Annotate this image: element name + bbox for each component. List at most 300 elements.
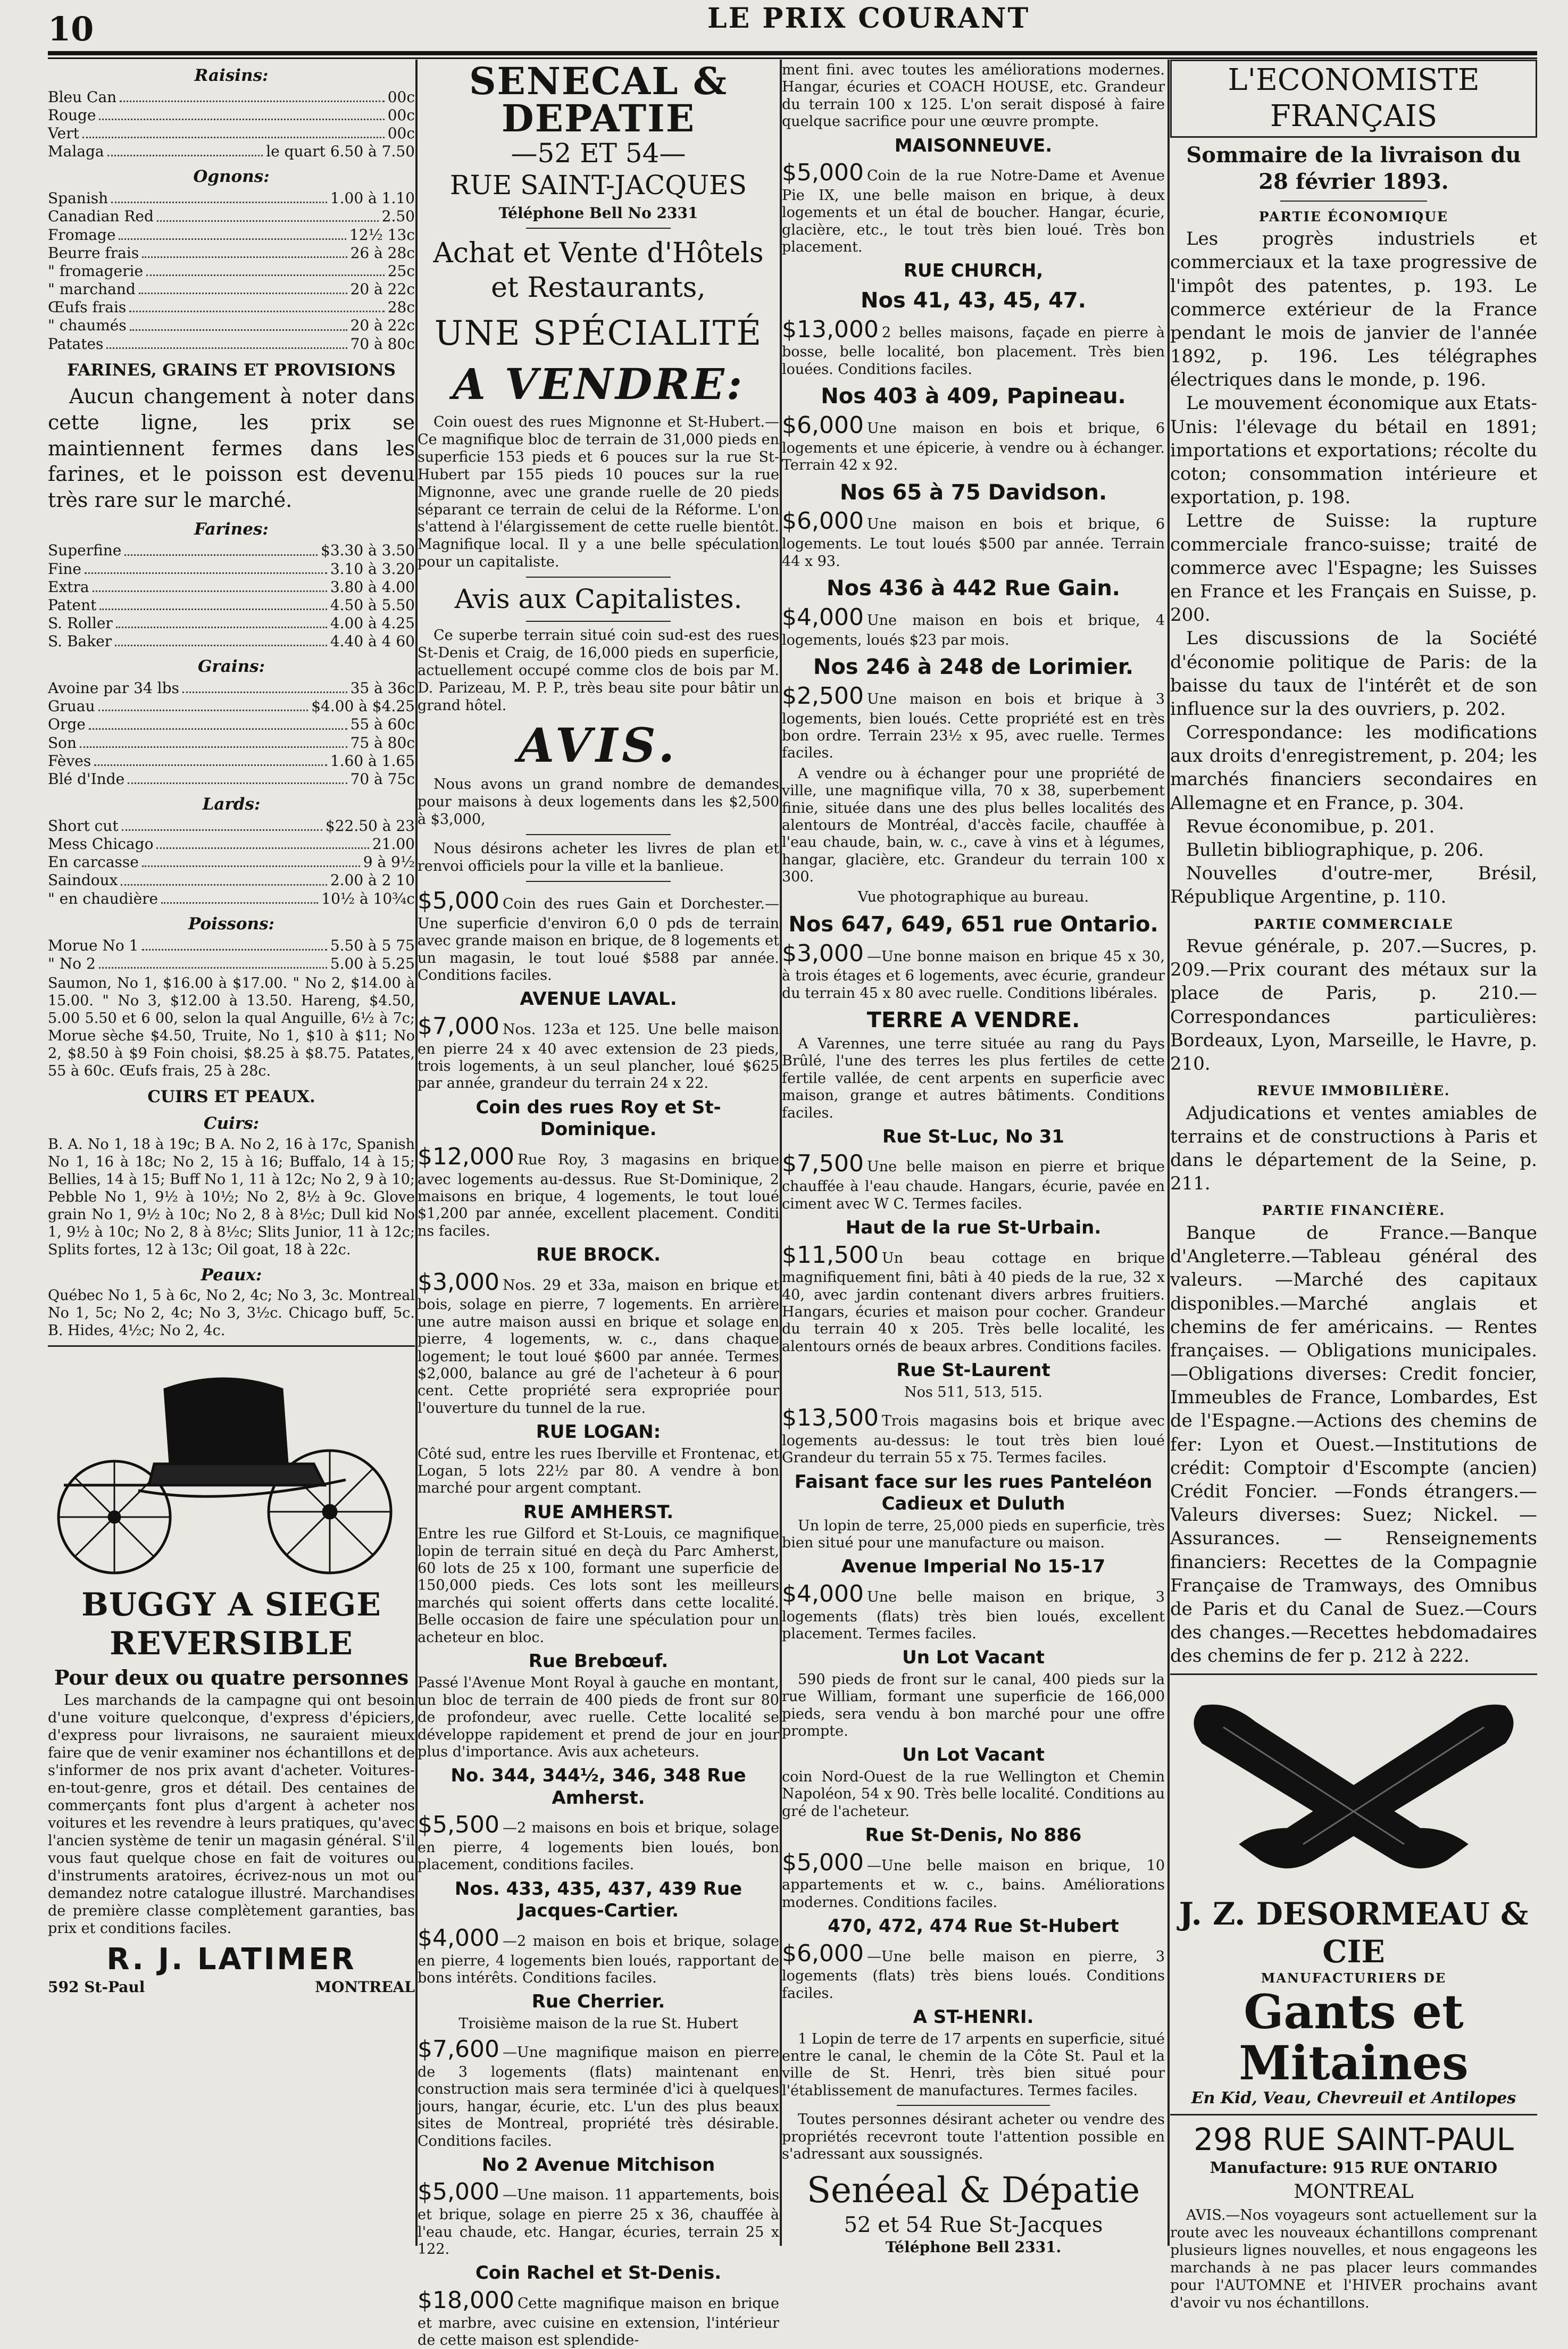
ad-heading: Faisant face sur les rues Panteléon Cadieux et Duluth xyxy=(794,1471,1153,1515)
peaux-paragraph: Québec No 1, 5 à 6c, No 2, 4c; No 3, 3c. Montreal No 1, 5c; No 2, 4c; No 3, 3½c. Chicago buff, 5c. B. Hides, 4½c; No 2, 4c. xyxy=(48,1287,415,1339)
subheading-raisins: Raisins: xyxy=(194,66,269,85)
item-name: " en chaudière xyxy=(48,889,159,907)
item-name: Avoine par 34 lbs xyxy=(48,679,179,697)
leader-dots xyxy=(80,734,347,748)
ad-text: —Une bonne maison en brique 45 x 30, à trois étages et 6 logements, avec écurie, grandeur du terrain 45 x 80 avec ruelle. Conditions libérales. xyxy=(782,948,1165,1002)
desormeau-address: 298 RUE SAINT-PAUL xyxy=(1194,2121,1514,2158)
price-row xyxy=(48,226,415,244)
item-name: " fromagerie xyxy=(48,262,144,280)
leader-dots xyxy=(85,560,327,574)
leader-dots xyxy=(182,679,347,693)
property-ad xyxy=(418,1811,779,1874)
property-ad xyxy=(418,1143,779,1240)
ad-price: $4,000 xyxy=(782,1580,864,1607)
buggy-illustration xyxy=(48,1357,415,1581)
cuirs-paragraph: B. A. No 1, 18 à 19c; B A. No 2, 16 à 17c, Spanish No 1, 16 à 18c; No 2, 15 à 16; Buffalo, 14 à 15; Bellies, 14 à 15; Buff No 1, 11 à 12c; No 2, 9 à 10; Pebble No 1, 9½ à 10½; No 2, 8½ à 9c. Glove grain No 1, 9½ à 10c; No 2, 8 à 8½c; Dull kid No 1, 9½ à 10c; No 2, 8 à 8½c; Slits Junior, 11 à 12c; Splits fortes, 12 à 13c; Oil goat, 18 à 22c. xyxy=(48,1136,415,1258)
item-name: " chaumés xyxy=(48,316,127,335)
column-senecal-ads xyxy=(418,59,779,2349)
price-row xyxy=(48,596,415,614)
ad-text: Une maison en bois et brique, 4 logements, loués $23 par mois. xyxy=(782,612,1165,648)
materials-line: En Kid, Veau, Chevreuil et Antilopes xyxy=(1191,2089,1516,2108)
gloves-illustration xyxy=(1170,1685,1537,1887)
item-name: Fromage xyxy=(48,226,116,244)
price-list-grains xyxy=(48,679,415,788)
ad-text: —Une maison. 11 appartements, bois et brique, solage en pierre 25 x 36, chauffée à l'eau chaude, etc. Hangar, écuries, terrain 25 x 122. xyxy=(418,2187,779,2258)
item-price: 5.00 à 5.25 xyxy=(330,954,415,972)
item-price: 75 à 80c xyxy=(350,734,415,752)
property-ad xyxy=(782,159,1165,256)
ad-heading: RUE BROCK. xyxy=(536,1244,661,1266)
ad-heading: Rue St-Denis, No 886 xyxy=(865,1825,1082,1846)
leader-dots xyxy=(146,262,385,276)
property-ad xyxy=(418,2178,779,2258)
manufacturiers-label: MANUFACTURIERS DE xyxy=(1261,1970,1447,1986)
ad-heading: Nos 246 à 248 de Lorimier. xyxy=(813,654,1134,679)
ad-text: 590 pieds de front sur le canal, 400 pieds sur la rue William, formant une superficie de 166,000 pieds, sera vendu à bon marché pour une offre prompte. xyxy=(782,1671,1165,1740)
ad-text: —Une magnifique maison en pierre de 3 logements (flats) maintenant en construction mais sera terminée d'ici à quelques jours, hangar, écurie, etc. L'un des plus beaux sites de Montreal, propriété très désirable. Conditions faciles. xyxy=(418,2044,779,2150)
price-row xyxy=(48,244,415,262)
ad-text: —2 maison en bois et brique, solage en pierre, 4 logements bien loués, rapportant de bons intérêts. Conditions faciles. xyxy=(418,1932,779,1986)
ad-paragraph: Nous avons un grand nombre de demandes pour maisons à deux logements dans les $2,500 à $3,000, xyxy=(418,776,779,828)
gants-mitaines-heading: Gants et Mitaines xyxy=(1239,1984,1469,2091)
price-list-farines xyxy=(48,542,415,651)
leader-dots xyxy=(82,124,385,138)
ad-text: Troisième maison de la rue St. Hubert xyxy=(458,2015,738,2032)
ad-price: $3,000 xyxy=(418,1268,499,1296)
ad-text: Entre les rue Gilford et St-Louis, ce magnifique lopin de terrain situé en deçà du Parc Amherst, 60 lots de 25 x 100, formant une superficie de 150,000 pieds. Ces lots sont les meilleurs marchés qui soient offerts dans cette localité. Belle occasion de faire une spéculation pour un acheteur en bloc. xyxy=(418,1526,779,1646)
item-name: Extra xyxy=(48,578,89,596)
price-row xyxy=(48,542,415,560)
item-price: $4.00 à $4.25 xyxy=(311,697,415,715)
price-list-lards xyxy=(48,817,415,908)
farines-paragraph: Aucun changement à noter dans cette ligne, les prix se maintiennent fermes dans les farines, et le poisson est devenu très rare sur le marché. xyxy=(48,385,415,512)
leader-dots xyxy=(107,143,263,156)
desormeau-name: J. Z. DESORMEAU & CIE xyxy=(1179,1895,1529,1970)
leader-dots xyxy=(157,207,379,221)
item-price: 20 à 22c xyxy=(350,280,415,298)
ad-heading: Nos. 433, 435, 437, 439 Rue Jacques-Cartier. xyxy=(454,1878,743,1922)
ad-text: Cette magnifique maison en brique et marbre, avec cuisine en extension, l'intérieur de cette maison est splendide- xyxy=(418,2295,779,2349)
subheading-cuirs: Cuirs: xyxy=(203,1114,260,1134)
price-row xyxy=(48,955,415,973)
summary-item: Revue économibue, p. 201. xyxy=(1186,815,1435,837)
price-list-poissons xyxy=(48,937,415,973)
ad-heading: AVENUE LAVAL. xyxy=(520,988,677,1010)
ad-heading: Rue Brebœuf. xyxy=(528,1650,669,1672)
item-name: Malaga xyxy=(48,143,104,161)
buggy-title: BUGGY A SIEGE REVERSIBLE xyxy=(81,1586,381,1662)
ad-heading: A ST-HENRI. xyxy=(913,2006,1034,2028)
ad-text: —Une belle maison en brique, 10 appartements et w. c., bains. Améliorations modernes. Conditions faciles. xyxy=(782,1857,1165,1911)
leader-dots xyxy=(142,937,327,951)
senecal-telephone: Téléphone Bell No 2331 xyxy=(498,204,698,222)
item-price: 3.10 à 3.20 xyxy=(330,560,415,578)
divider xyxy=(526,228,671,229)
item-price: 9 à 9½ xyxy=(363,853,415,871)
item-name: Morue No 1 xyxy=(48,936,139,954)
price-row xyxy=(48,770,415,788)
ad-text: Nos. 123a et 125. Une belle maison en pierre 24 x 40 avec extension de 23 pieds, trois logements, à un seul plancher, loué $625 par année, grandeur du terrain 24 x 22. xyxy=(418,1021,779,1092)
price-row xyxy=(48,632,415,651)
price-row xyxy=(48,835,415,853)
item-price: 55 à 60c xyxy=(350,715,415,734)
ad-heading: Nos 436 à 442 Rue Gain. xyxy=(827,576,1120,601)
ad-text: Toutes personnes désirant acheter ou vendre des propriétés recevront toute l'attention possible en s'adressant aux soussignés. xyxy=(782,2111,1165,2163)
leader-dots xyxy=(89,715,347,729)
item-price: le quart 6.50 à 7.50 xyxy=(266,143,415,161)
ad-text: Un lopin de terre, 25,000 pieds en superficie, très bien situé pour une manufacture ou maison. xyxy=(782,1517,1165,1552)
subheading-ognons: Ognons: xyxy=(193,167,270,187)
leader-dots xyxy=(119,226,346,240)
price-row xyxy=(48,189,415,207)
ad-text: Rue Roy, 3 magasins en brique avec logements au-dessus. Rue St-Dominique, 2 maisons en brique, 4 logements, le tout loué $1,200 par année, excellent placement. Conditi ns faciles. xyxy=(418,1151,779,1239)
item-price: 4.00 à 4.25 xyxy=(330,614,415,632)
economiste-title: L'ECONOMISTE FRANÇAIS xyxy=(1170,60,1537,138)
price-list-ognons xyxy=(48,189,415,353)
ad-heading: Nos 403 à 409, Papineau. xyxy=(821,384,1126,409)
item-price: 5.50 à 5 75 xyxy=(330,936,415,954)
ad-heading: Coin des rues Roy et St-Dominique. xyxy=(476,1096,721,1140)
ad-text: Une maison en bois et brique à 3 logements, bien loués. Cette propriété est en très bon ordre. Terrain 23½ x 95, avec ruelle. Termes faciles. xyxy=(782,690,1165,762)
price-row xyxy=(48,280,415,298)
leader-dots xyxy=(99,955,327,969)
summary-item: Bulletin bibliographique, p. 206. xyxy=(1186,839,1484,861)
ad-text: Passé l'Avenue Mont Royal à gauche en montant, un bloc de terrain de 400 pieds de front sur 80 de profondeur, avec ruelle. Cette localité se développe rapidement et prend de jour en jour plus d'importance. Avis aux acheteurs. xyxy=(418,1675,779,1760)
senecal-footer-telephone: Téléphone Bell 2331. xyxy=(885,2238,1062,2256)
property-ad xyxy=(782,1580,1165,1643)
item-price: 12½ 13c xyxy=(349,226,415,244)
subheading-poissons: Poissons: xyxy=(188,914,274,934)
ad-heading: Rue St-Laurent xyxy=(896,1360,1050,1381)
item-name: Superfine xyxy=(48,542,122,560)
ad-text: ment fini. avec toutes les améliorations modernes. Hangar, écuries et COACH HOUSE, etc. Grandeur du terrain 100 x 125. L'on serait disposé à faire quelque sacrifice pour une œuvre prompte. xyxy=(782,62,1165,130)
ad-price: $4,000 xyxy=(782,603,864,631)
leader-dots xyxy=(94,752,327,766)
leader-dots xyxy=(142,244,347,258)
item-price: 26 à 28c xyxy=(350,244,415,262)
price-row xyxy=(48,614,415,632)
page-number: 10 xyxy=(48,10,94,48)
item-name: Gruau xyxy=(48,697,95,715)
ad-text: coin Nord-Ouest de la rue Wellington et Chemin Napoléon, 54 x 90. Très belle localité. Conditions au gré de l'acheteur. xyxy=(782,1768,1165,1820)
ad-text: Une maison en bois et brique, 6 logements et une épicerie, à vendre ou à échanger. Terrain 42 x 92. xyxy=(782,420,1165,474)
leader-dots xyxy=(111,189,327,203)
item-price: 00c xyxy=(387,88,415,106)
ad-heading: Rue St-Luc, No 31 xyxy=(882,1126,1064,1147)
leader-dots xyxy=(106,335,347,349)
ad-price: $13,000 xyxy=(782,315,879,343)
poissons-paragraph: Saumon, No 1, $16.00 à $17.00. " No 2, $14.00 à 15.00. " No 3, $12.00 à 13.50. Hareng, $4.50, 5.00 5.50 et 6 00, selon la qual Anguille, 6½ à 7c; Morue sèche $4.50, Truite, No 1, $10 à $11; No 2, $8.50 à $9 Foin choisi, $8.25 à $8.75. Patates, 55 à 60c. Œufs frais, 25 à 28c. xyxy=(48,974,415,1079)
price-row xyxy=(48,316,415,335)
price-row xyxy=(48,143,415,161)
item-name: Œufs frais xyxy=(48,298,127,316)
leader-dots xyxy=(120,88,385,102)
section-farines: FARINES, GRAINS ET PROVISIONS xyxy=(67,360,396,380)
price-row xyxy=(48,715,415,734)
item-price: 00c xyxy=(387,124,415,143)
price-row xyxy=(48,88,415,106)
specialite-heading: UNE SPÉCIALITÉ xyxy=(434,314,763,354)
summary-item: Correspondance: les modifications aux droits d'enregistrement, p. 204; les marchés financiers secondaires en Allemagne et en France, p. 304. xyxy=(1170,722,1537,814)
ad-price: $2,500 xyxy=(782,682,864,710)
item-price: 4.50 à 5.50 xyxy=(330,596,415,614)
ad-text: 1 Lopin de terre de 17 arpents en superficie, situé entre le canal, le chemin de la Côte St. Paul et la ville de St. Henri, très bien situé pour l'établissement de manufactures. Termes faciles. xyxy=(782,2030,1165,2099)
ad-price: $6,000 xyxy=(782,1939,864,1967)
ad-heading: No 2 Avenue Mitchison xyxy=(481,2154,715,2176)
leader-dots xyxy=(161,890,318,904)
price-row xyxy=(48,106,415,124)
column-prices xyxy=(48,60,415,2246)
price-row xyxy=(48,871,415,889)
newspaper-title: LE PRIX COURANT xyxy=(707,2,1030,35)
price-row xyxy=(48,752,415,770)
price-row xyxy=(48,578,415,596)
subheading-farines: Farines: xyxy=(194,519,269,539)
item-name: Patent xyxy=(48,596,97,614)
leader-dots xyxy=(122,817,322,831)
ad-text: —Une belle maison en pierre, 3 logements (flats) très biens loués. Conditions faciles. xyxy=(782,1948,1165,2002)
ad-text: Nos 511, 513, 515. xyxy=(904,1384,1042,1401)
divider xyxy=(526,577,671,578)
item-name: S. Roller xyxy=(48,614,113,632)
item-price: 1.00 à 1.10 xyxy=(330,189,415,207)
item-name: Mess Chicago xyxy=(48,835,154,853)
ad-heading: RUE LOGAN: xyxy=(536,1421,661,1443)
ad-text: Un beau cottage en brique magnifiquement fini, bâti à 40 pieds de la rue, 32 x 40, avec jardin contenant divers arbres fruitiers. Hangars, écuries et maison pour cocher. Grandeur du terrain 40 x 205. Très belle localité, les alentours ornés de beaux arbres. Conditions faciles. xyxy=(782,1250,1165,1355)
ad-heading: Nos 647, 649, 651 rue Ontario. xyxy=(788,912,1158,937)
leader-dots xyxy=(156,835,369,849)
a-vendre-heading: A VENDRE: xyxy=(452,359,745,410)
property-ad xyxy=(782,1242,1165,1356)
senecal-street: RUE SAINT-JACQUES xyxy=(449,170,747,201)
ad-heading: Un Lot Vacant xyxy=(902,1647,1045,1669)
item-price: 20 à 22c xyxy=(350,316,415,335)
price-row xyxy=(48,853,415,871)
item-price: $22.50 à 23 xyxy=(325,817,415,835)
leader-dots xyxy=(99,106,384,120)
subheading-lards: Lards: xyxy=(202,795,261,814)
ad-heading: Rue Cherrier. xyxy=(531,1991,665,2013)
item-price: 70 à 80c xyxy=(350,335,415,353)
price-row xyxy=(48,734,415,752)
property-ad xyxy=(782,940,1165,1003)
item-name: Blé d'Inde xyxy=(48,770,125,788)
leader-dots xyxy=(99,596,327,610)
divider xyxy=(526,621,671,622)
item-price: 2.50 xyxy=(381,207,415,226)
ad-heading: RUE AMHERST. xyxy=(523,1501,674,1523)
sommaire-heading: Sommaire de la livraison du 28 février 1893. xyxy=(1186,142,1521,194)
ad-price: $6,000 xyxy=(782,507,864,535)
price-row xyxy=(48,817,415,835)
item-name: " No 2 xyxy=(48,954,96,972)
item-price: 2.00 à 2 10 xyxy=(330,871,415,889)
ad-heading: Coin Rachel et St-Denis. xyxy=(475,2262,722,2284)
leader-dots xyxy=(116,614,327,628)
property-ad xyxy=(418,2287,779,2349)
buggy-subtitle: Pour deux ou quatre personnes xyxy=(54,1665,409,1689)
item-name: Vert xyxy=(48,124,79,143)
leader-dots xyxy=(142,853,360,867)
divider xyxy=(897,2105,1050,2106)
ad-heading: Nos 41, 43, 45, 47. xyxy=(861,288,1086,313)
property-ad xyxy=(418,1925,779,1987)
property-ad xyxy=(782,1150,1165,1213)
item-name: Son xyxy=(48,734,77,752)
property-ad xyxy=(782,507,1165,570)
subheading-grains: Grains: xyxy=(197,657,265,677)
partie-financiere-heading: PARTIE FINANCIÈRE. xyxy=(1262,1203,1446,1219)
senecal-footer-title: Senéeal & Dépatie xyxy=(806,2170,1140,2211)
revue-immobiliere-heading: REVUE IMMOBILIÈRE. xyxy=(1257,1083,1450,1099)
price-list-raisins xyxy=(48,88,415,161)
leader-dots xyxy=(128,770,347,784)
property-ad xyxy=(782,604,1165,649)
summary-item: Banque de France.—Banque d'Angleterre.—Tableau général des valeurs. —Marché des capitaux disponibles.—Marché anglais et chemins de fer américains. — Rentes françaises. — Obligations municipales.—Obligations diverses: Credit foncier, Immeubles de France, Lombardes, Est de l'Espagne.—Actions des chemins de fer: Lyon et Ouest.—Institutions de crédit: Comptoir d'Escompte (ancien) Crédit Foncier. —Fonds étrangers.—Valeurs diverses: Suez; Nickel. — Assurances. — Renseignements financiers: Recettes de la Compagnie Française de Tramways, des Omnibus de Paris et du Canal de Suez.—Cours des changes.—Recettes hebdomadaires des chemins de fer p. 212 à 222. xyxy=(1170,1222,1537,1667)
property-ad xyxy=(782,1404,1165,1467)
summary-item: Le mouvement économique aux Etats-Unis: l'élevage du bétail en 1891; importations et exportations; récolte du coton; consommation intérieure et exportation, p. 198. xyxy=(1170,393,1537,509)
leader-dots xyxy=(124,542,318,555)
senecal-numbers: —52 ET 54— xyxy=(511,138,686,169)
header-rule xyxy=(48,51,1537,55)
avis-capitalistes-heading: Avis aux Capitalistes. xyxy=(454,584,743,615)
divider xyxy=(1170,2114,1537,2115)
ad-text: —2 maisons en bois et brique, solage en pierre, 4 logements bien loués, bon placement, conditions faciles. xyxy=(418,1820,779,1873)
leader-dots xyxy=(130,316,347,330)
price-row xyxy=(48,262,415,280)
item-name: Fine xyxy=(48,560,81,578)
partie-commerciale-heading: PARTIE COMMERCIALE xyxy=(1254,916,1454,932)
ad-price: $7,000 xyxy=(418,1012,499,1040)
buggy-paragraph: Les marchands de la campagne qui ont besoin d'une voiture quelconque, d'express d'épiciers, d'express pour livraisons, ne sauraient mieux faire que de venir examiner nos échantillons et de s'informer de nos prix avant d'acheter. Voitures-en-tout-genre, gros et détail. Des centaines de commerçants font plus d'argent à acheter nos voitures et les revendre à leurs pratiques, qu'avec l'ancien système de tenir un magasin général. S'il vous faut quelque chose en fait de voitures ou d'instruments aratoires, écrivez-nous un mot ou demandez notre catalogue illustré. Marchandises de première classe complètement garanties, bas prix et conditions faciles. xyxy=(48,1692,415,1937)
ad-paragraph: Nous désirons acheter les livres de plan et renvoi officiels pour la ville et la banlieue. xyxy=(418,840,779,875)
item-price: $3.30 à 3.50 xyxy=(321,542,415,560)
ad-text: Une belle maison en pierre et brique chauffée à l'eau chaude. Hangars, écurie, pavée en ciment avec W C. Termes faciles. xyxy=(782,1159,1165,1212)
page-header xyxy=(48,0,1537,53)
item-name: Rouge xyxy=(48,106,96,124)
leader-dots xyxy=(139,280,347,294)
divider xyxy=(526,881,671,882)
leader-dots xyxy=(93,578,327,592)
item-name: Short cut xyxy=(48,817,119,835)
achat-vente-heading: Achat et Vente d'Hôtels et Restaurants, xyxy=(433,237,764,304)
price-row xyxy=(48,124,415,143)
ad-price: $5,000 xyxy=(782,159,864,187)
item-price: 21.00 xyxy=(372,835,415,853)
price-row xyxy=(48,679,415,697)
ad-price: $18,000 xyxy=(418,2286,514,2314)
property-ad xyxy=(418,1269,779,1418)
ad-price: $5,500 xyxy=(418,1811,499,1839)
ad-price: $13,500 xyxy=(782,1404,879,1432)
ad-text: Nos. 29 et 33a, maison en brique et bois, solage en pierre, 7 logements. En arrière une autre maison aussi en brique et solage en pierre, 4 logements, w. c., dans chaque logement; le tout loué $600 par année. Termes $2,000, balance au gré de l'acheteur à 6 pour cent. Cette propriété sera expropriée pour l'ouverture du tunnel de la rue. xyxy=(418,1277,779,1417)
ad-text: Une belle maison en brique, 3 logements (flats) très bien loués, excellent placement. Termes faciles. xyxy=(782,1588,1165,1643)
divider xyxy=(1280,201,1427,202)
ad-text: Une maison en bois et brique, 6 logements. Le tout loués $500 par année. Terrain 44 x 93. xyxy=(782,516,1165,570)
item-price: 3.80 à 4.00 xyxy=(330,578,415,596)
ad-heading: Nos 65 à 75 Davidson. xyxy=(839,480,1107,505)
price-row xyxy=(48,298,415,316)
item-name: " marchand xyxy=(48,280,136,298)
latimer-street: 592 St-Paul xyxy=(48,1978,145,1996)
leader-dots xyxy=(129,298,384,312)
item-price: 00c xyxy=(387,106,415,124)
item-name: Canadian Red xyxy=(48,207,154,226)
item-price: 10½ à 10¾c xyxy=(321,889,415,907)
divider xyxy=(1170,1673,1537,1675)
ad-price: $7,600 xyxy=(418,2036,499,2063)
leader-dots xyxy=(121,871,327,885)
price-row xyxy=(48,697,415,715)
ad-paragraph: Ce superbe terrain situé coin sud-est des rues St-Denis et Craig, de 16,000 pieds en superficie, actuellement occupé comme clos de bois par M. D. Parizeau, M. P. P., très beau site pour bâtir un grand hôtel. xyxy=(418,627,779,714)
summary-item: Les progrès industriels et commerciaux et la taxe progressive de l'impôt des patentes, p. 193. Le commerce extérieur de la France pendant le mois de janvier de l'année 1892, p. 196. Les télégraphes électriques dans le monde, p. 196. xyxy=(1170,228,1537,391)
column-divider xyxy=(1167,60,1170,2246)
property-ad xyxy=(782,316,1165,379)
item-name: Beurre frais xyxy=(48,244,139,262)
column-property-ads xyxy=(782,60,1165,2256)
ad-price: $6,000 xyxy=(782,412,864,439)
ad-paragraph: Coin ouest des rues Mignonne et St-Hubert.—Ce magnifique bloc de terrain de 31,000 pieds en superficie 153 pieds et 6 pouces sur la rue St-Hubert par 155 pieds 10 pouces sur la rue Mignonne, avec une grande ruelle de 20 pieds séparant ce terrain de celui de la Réforme. L'on s'attend à l'élargissement de cette ruelle bientôt. Magnifique local. Il y a une belle spéculation pour un capitaliste. xyxy=(418,413,779,571)
ad-heading: 470, 472, 474 Rue St-Hubert xyxy=(828,1915,1119,1937)
item-name: S. Baker xyxy=(48,632,112,651)
ad-text: Trois magasins bois et brique avec logements au-dessus: le tout très bien loué Grandeur du terrain 55 x 75. Termes faciles. xyxy=(782,1413,1165,1467)
desormeau-city: MONTREAL xyxy=(1294,2180,1414,2203)
latimer-name: R. J. LATIMER xyxy=(106,1942,356,1977)
item-name: Saindoux xyxy=(48,871,118,889)
item-price: 4.40 à 4 60 xyxy=(330,632,415,651)
leader-dots xyxy=(98,697,308,711)
price-row xyxy=(48,890,415,908)
item-price: 1.60 à 1.65 xyxy=(330,752,415,770)
subheading-peaux: Peaux: xyxy=(201,1265,262,1285)
header-rule-thin xyxy=(48,57,1537,59)
ad-price: $3,000 xyxy=(782,939,864,967)
property-ad xyxy=(782,412,1165,474)
item-name: Patates xyxy=(48,335,104,353)
ad-price: $5,000 xyxy=(418,2178,499,2206)
property-ad xyxy=(782,682,1165,762)
economique-list xyxy=(1170,227,1537,909)
item-name: En carcasse xyxy=(48,853,139,871)
summary-item: Nouvelles d'outre-mer, Brésil, République Argentine, p. 110. xyxy=(1170,863,1537,908)
item-price: 70 à 75c xyxy=(350,770,415,788)
ad-text: A vendre ou à échanger pour une propriété de ville, une magnifique villa, 70 x 38, superbement finie, située dans une des plus belles localités des alentours de Montréal, d'accès facile, chauffée à l'eau chaude, bain, w. c., cave à vins et à légumes, hangar, glacière, etc. Grandeur du terrain 100 x 300. xyxy=(782,765,1165,886)
avis-voyageurs: AVIS.—Nos voyageurs sont actuellement sur la route avec les nouveaux échantillons comprenant plusieurs lignes nouvelles, et nous engageons les marchands à ne pas placer leurs commandes pour l'AUTOMNE et l'HIVER prochains avant d'avoir vu nos échantillons. xyxy=(1170,2206,1537,2311)
ad-heading: Haut de la rue St-Urbain. xyxy=(845,1217,1102,1239)
summary-item: Revue générale, p. 207.—Sucres, p. 209.—Prix courant des métaux sur la place de Paris, p. 210.—Correspondances particulières: Bordeaux, Lyon, Marseille, le Havre, p. 210. xyxy=(1170,936,1537,1074)
summary-item: Adjudications et ventes amiables de terrains et de constructions à Paris et dans le département de la Seine, p. 211. xyxy=(1170,1102,1537,1195)
property-ad xyxy=(782,1940,1165,2003)
price-row xyxy=(48,937,415,955)
ad-price: $12,000 xyxy=(418,1143,514,1170)
ad-heading: RUE CHURCH, xyxy=(903,260,1044,282)
ad-text: Vue photographique au bureau. xyxy=(857,889,1089,906)
ad-heading: TERRE A VENDRE. xyxy=(866,1008,1080,1033)
latimer-city: MONTREAL xyxy=(315,1978,415,1996)
divider xyxy=(48,1345,415,1347)
ad-heading: MAISONNEUVE. xyxy=(894,135,1053,156)
latimer-address xyxy=(48,1978,415,1996)
senecal-footer-address: 52 et 54 Rue St-Jacques xyxy=(844,2212,1103,2237)
ad-text: Côté sud, entre les rues Iberville et Frontenac, et Logan, 5 lots 22½ par 80. A vendre à bon marché pour argent comptant. xyxy=(418,1445,779,1497)
ad-price: $5,000 xyxy=(782,1848,864,1876)
section-cuirs: CUIRS ET PEAUX. xyxy=(147,1087,315,1107)
ad-text: A Varennes, une terre située au rang du Pays Brûlé, l'une des terres les plus fertiles de cette fertile vallée, de cent arpents en superficie avec maison, grange et autres bâtiments. Conditions faciles. xyxy=(782,1036,1165,1121)
summary-item: Lettre de Suisse: la rupture commerciale franco-suisse; traité de commerce avec l'Espagne; les Suisses en France et les Français en Suisse, p. 200. xyxy=(1170,510,1537,626)
item-name: Fèves xyxy=(48,752,91,770)
item-price: 35 à 36c xyxy=(350,679,415,697)
ad-heading: No. 344, 344½, 346, 348 Rue Amherst. xyxy=(451,1765,746,1809)
